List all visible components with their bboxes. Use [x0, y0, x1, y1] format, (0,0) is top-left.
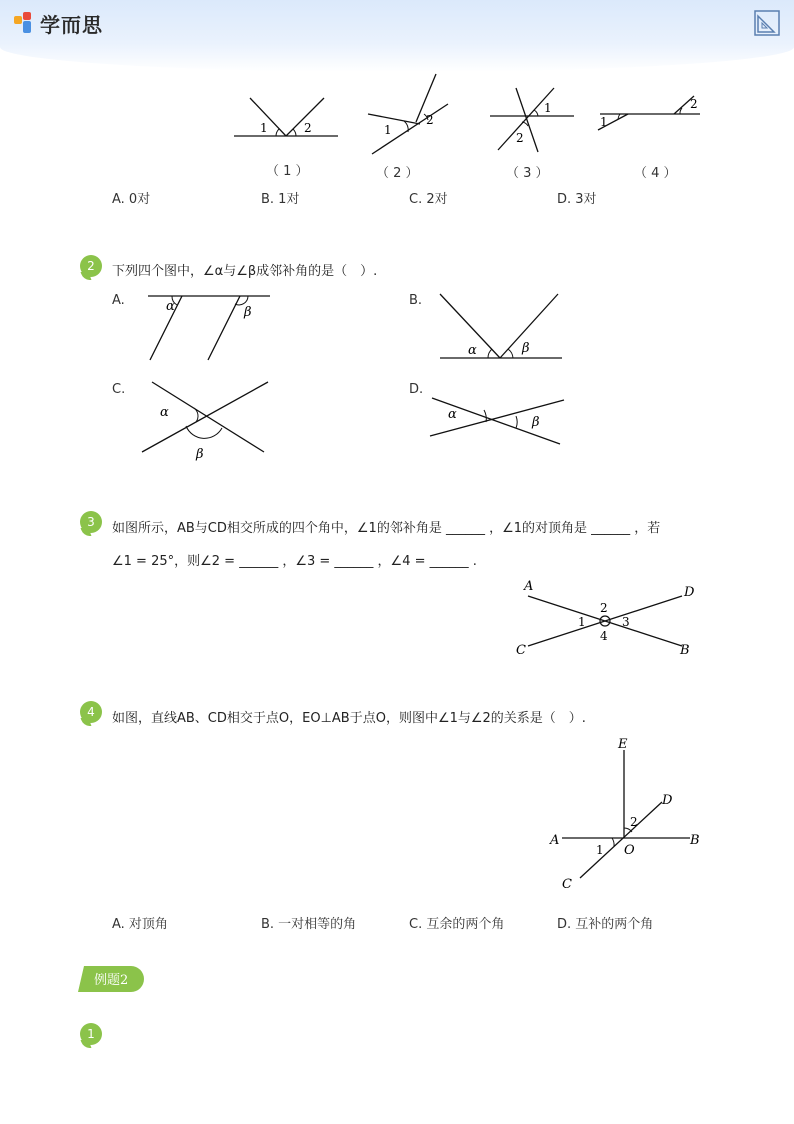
- q4-figure-perpendicular-lines: [546, 736, 706, 892]
- q1-figure-label-3: （ 3 ）: [506, 166, 549, 181]
- svg-text:2: 2: [690, 97, 698, 111]
- svg-text:2: 2: [630, 815, 638, 829]
- svg-text:2: 2: [426, 113, 434, 127]
- q1-option-c[interactable]: C. 2对: [409, 192, 448, 207]
- svg-text:C: C: [562, 877, 572, 892]
- q2-option-c-label[interactable]: C.: [112, 382, 126, 397]
- svg-text:β: β: [244, 305, 252, 320]
- q1-figure-3: [488, 86, 578, 154]
- q1-figure-label-4: （ 4 ）: [634, 166, 677, 181]
- q1-figure-1: [232, 94, 342, 144]
- q1-option-a[interactable]: A. 0对: [112, 192, 151, 207]
- brand-logo: [14, 8, 103, 38]
- q2-option-a-label[interactable]: A.: [112, 293, 125, 308]
- svg-text:α: α: [448, 407, 457, 422]
- q2-figure-a: [146, 290, 276, 364]
- svg-text:α: α: [160, 405, 169, 420]
- q1-option-b[interactable]: B. 1对: [261, 192, 300, 207]
- logo-icon: [14, 12, 36, 34]
- svg-text:1: 1: [260, 121, 268, 135]
- svg-text:β: β: [196, 447, 204, 462]
- q2-question-text: 下列四个图中，∠α与∠β成邻补角的是（ ）.: [112, 264, 378, 279]
- q2-figure-d: [428, 396, 568, 448]
- q4-option-d[interactable]: D. 互补的两个角: [557, 917, 654, 932]
- svg-text:1: 1: [578, 615, 586, 629]
- svg-text:3: 3: [622, 615, 630, 629]
- svg-text:β: β: [532, 415, 540, 430]
- svg-text:D: D: [684, 585, 695, 600]
- svg-text:α: α: [468, 343, 477, 358]
- svg-text:1: 1: [544, 101, 552, 115]
- q3-figure-intersecting-lines: [512, 574, 702, 658]
- question-number-badge: 2: [80, 255, 102, 277]
- svg-text:E: E: [618, 737, 628, 752]
- svg-text:4: 4: [600, 629, 608, 643]
- q2-option-b-label[interactable]: B.: [409, 293, 423, 308]
- q1-figure-2: [364, 72, 454, 158]
- svg-text:1: 1: [600, 115, 608, 129]
- svg-text:O: O: [624, 843, 635, 858]
- q1-option-d[interactable]: D. 3对: [557, 192, 597, 207]
- svg-text:1: 1: [384, 123, 392, 137]
- q1-figure-4: [598, 94, 702, 134]
- brand-name: 学而思: [40, 12, 103, 37]
- svg-text:2: 2: [600, 601, 608, 615]
- svg-text:B: B: [680, 643, 690, 658]
- q1-figure-label-2: （ 2 ）: [376, 166, 419, 181]
- q2-figure-c: [140, 380, 270, 464]
- svg-text:A: A: [550, 833, 560, 848]
- q3-question-line-2: ∠1 = 25°，则∠2 = ______ ，∠3 = ______ ，∠4 = ______ .: [112, 554, 477, 569]
- page-header: [0, 0, 794, 72]
- svg-text:D: D: [662, 793, 673, 808]
- q4-option-c[interactable]: C. 互余的两个角: [409, 917, 505, 932]
- q4-option-a[interactable]: A. 对顶角: [112, 917, 168, 932]
- svg-text:A: A: [524, 579, 534, 594]
- svg-text:β: β: [522, 341, 530, 356]
- q2-figure-b: [438, 292, 566, 362]
- question-number-badge: 4: [80, 701, 102, 723]
- svg-text:2: 2: [304, 121, 312, 135]
- svg-text:2: 2: [516, 131, 524, 145]
- ruler-triangle-icon: [754, 10, 780, 36]
- question-number-badge: 1: [80, 1023, 102, 1045]
- example-section-label: 例题2: [94, 973, 129, 988]
- svg-text:C: C: [516, 643, 526, 658]
- q2-option-d-label[interactable]: D.: [409, 382, 424, 397]
- question-number-badge: 3: [80, 511, 102, 533]
- q4-option-b[interactable]: B. 一对相等的角: [261, 917, 357, 932]
- svg-text:B: B: [690, 833, 700, 848]
- q4-question-text: 如图，直线AB、CD相交于点O，EO⊥AB于点O，则图中∠1与∠2的关系是（ ）.: [112, 711, 586, 726]
- example-section-tag: [78, 966, 144, 992]
- q3-question-line-1: 如图所示，AB与CD相交所成的四个角中，∠1的邻补角是 ______ ，∠1的对顶角是 ______ ，若: [112, 521, 661, 536]
- svg-text:1: 1: [596, 843, 604, 857]
- svg-text:α: α: [166, 299, 175, 314]
- q1-figure-label-1: （ 1 ）: [266, 164, 309, 179]
